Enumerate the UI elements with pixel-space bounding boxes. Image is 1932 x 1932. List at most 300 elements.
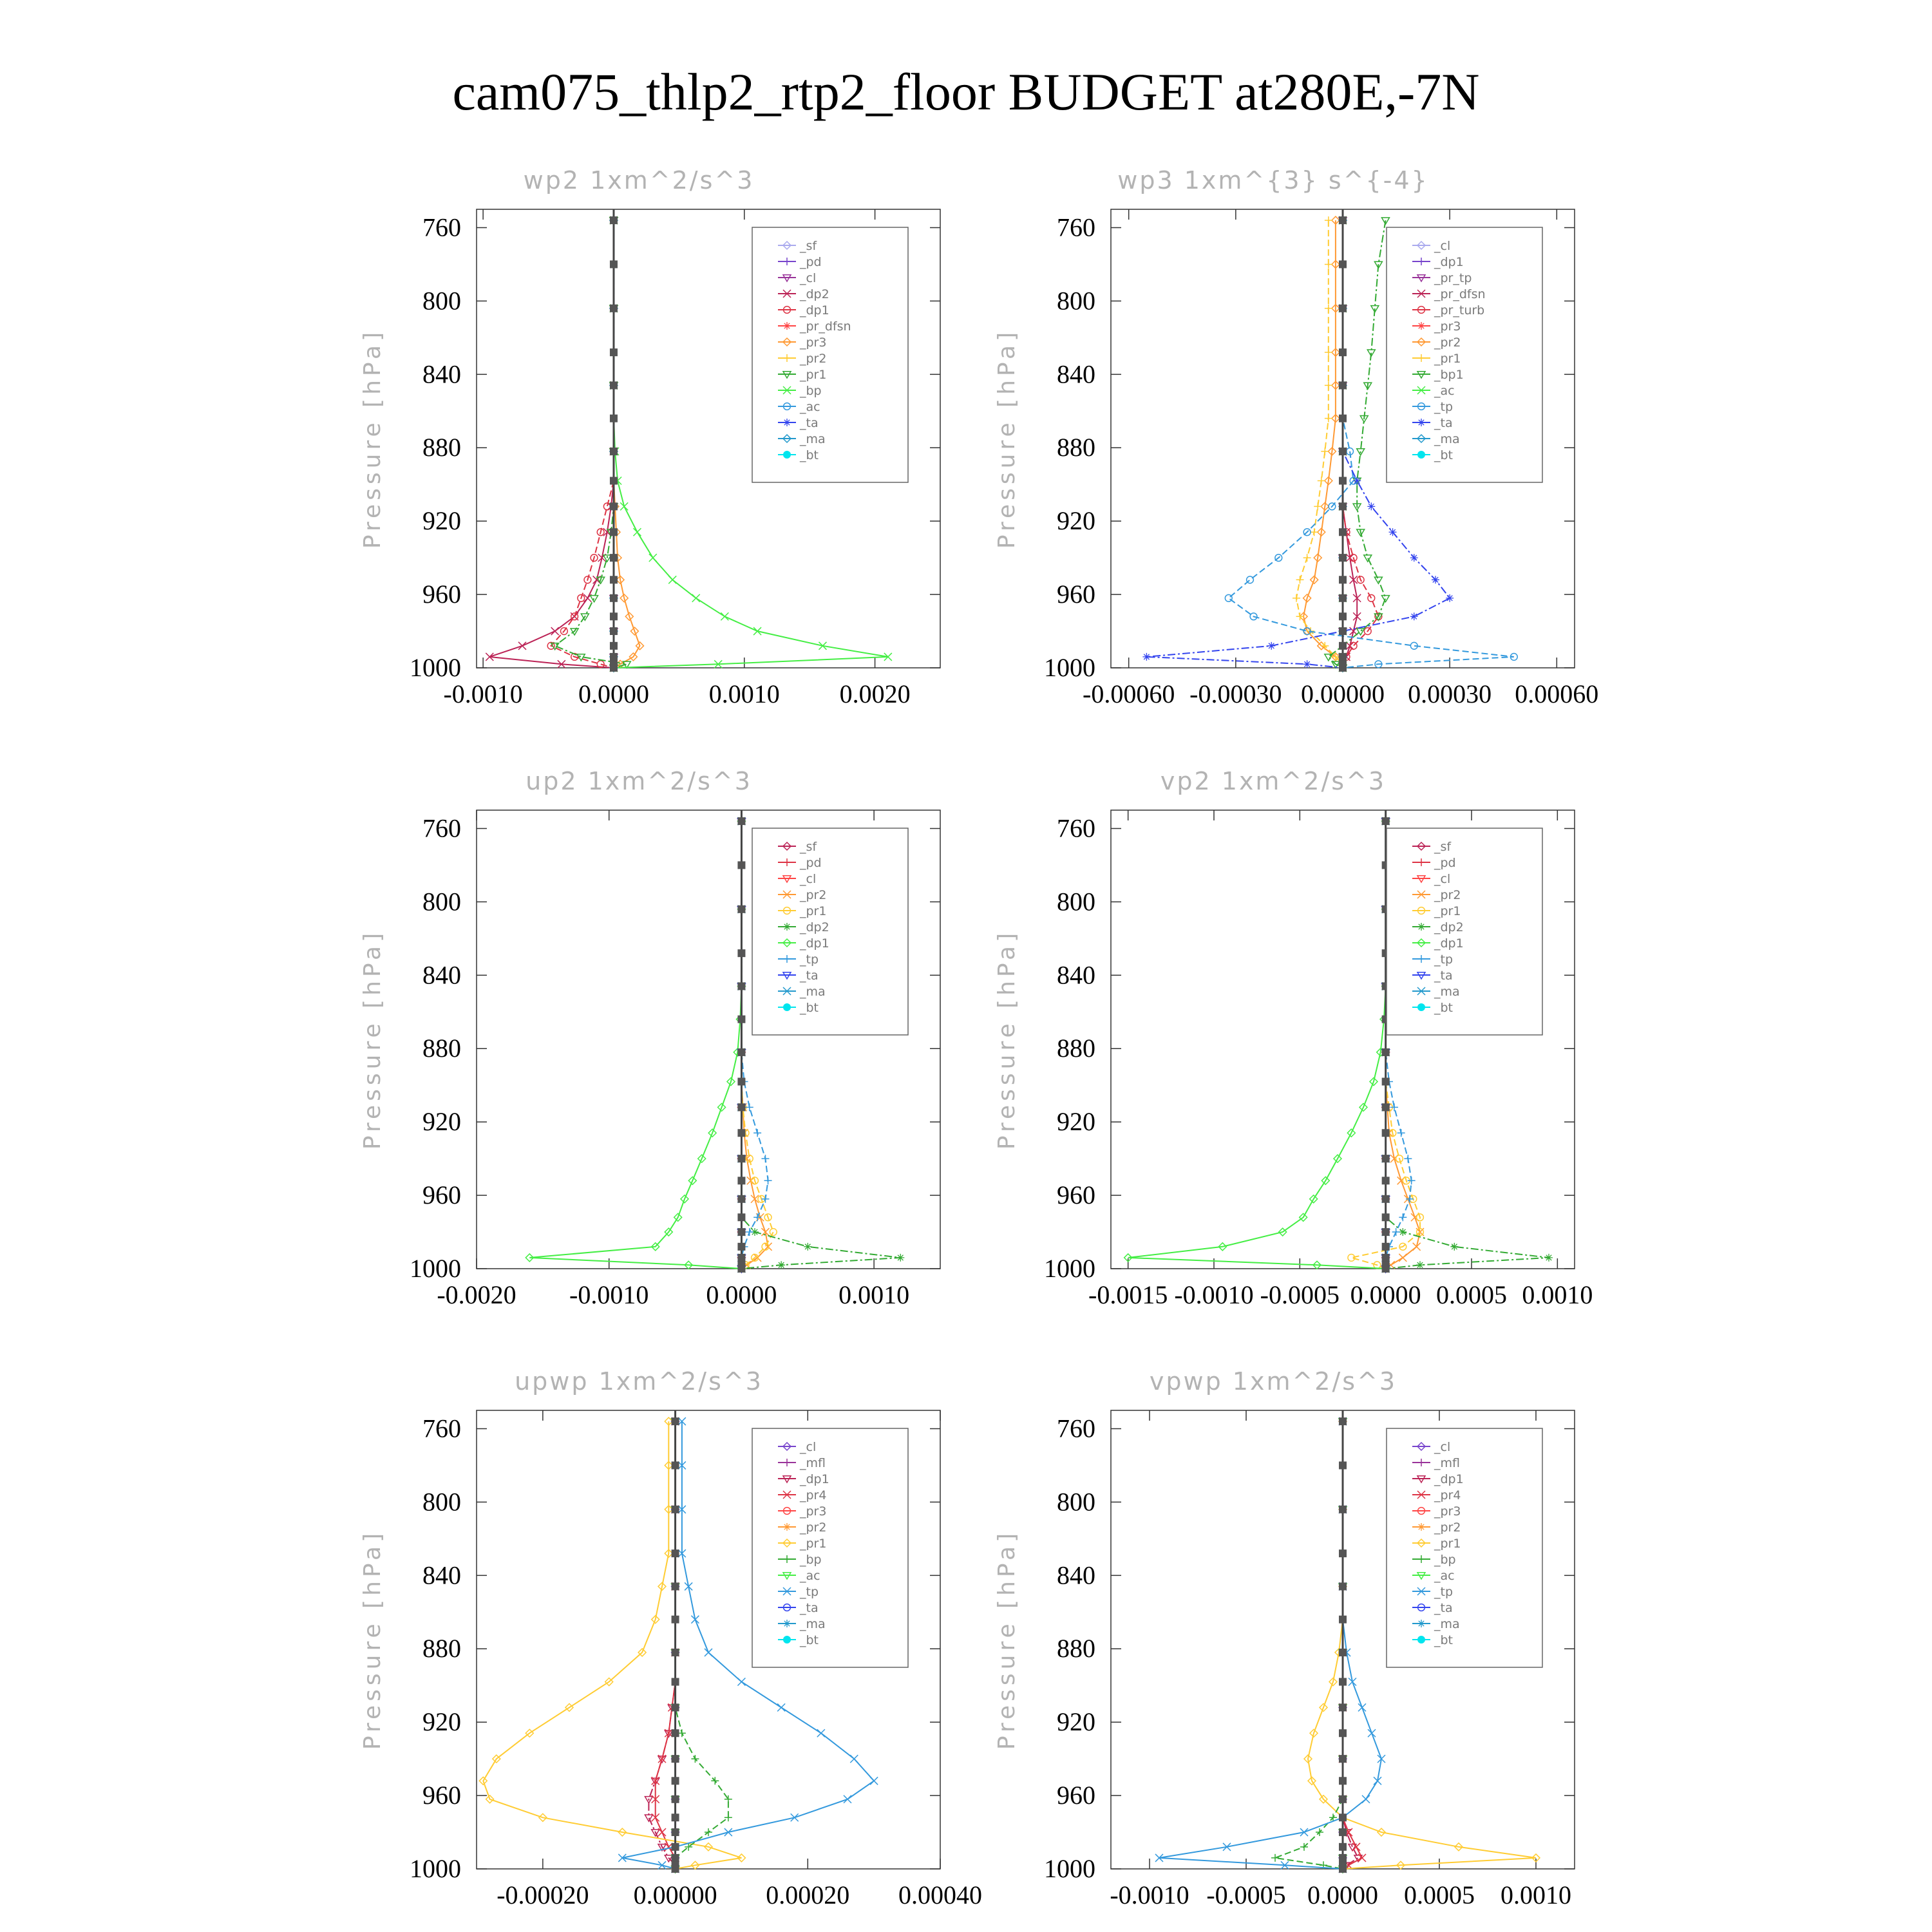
legend-label: _pr_tp xyxy=(1434,271,1472,285)
zero-profile-point xyxy=(1382,1265,1390,1273)
zero-profile-point xyxy=(610,664,618,672)
zero-profile-point xyxy=(737,982,745,990)
series-point-_bp xyxy=(692,594,700,602)
legend-marker-_dp2 xyxy=(1417,923,1425,931)
legend-label: _tp xyxy=(1434,952,1454,967)
zero-profile-point xyxy=(737,1016,745,1023)
series-point-_bp xyxy=(668,576,676,583)
panel-upwp xyxy=(359,1367,982,1909)
x-tick-label: 0.0010 xyxy=(1501,1880,1571,1909)
zero-profile-point xyxy=(1339,1506,1347,1513)
legend-label: _tp xyxy=(800,1585,819,1599)
y-tick-label: 920 xyxy=(1057,1107,1095,1137)
zero-profile-point xyxy=(672,1417,679,1425)
series-point-_tp xyxy=(1392,1228,1400,1236)
zero-profile-point xyxy=(1339,1417,1347,1425)
zero-profile-point xyxy=(610,260,618,268)
y-axis-label: Pressure [hPa] xyxy=(359,929,386,1150)
legend-label: _pr2 xyxy=(800,352,827,366)
legend-box xyxy=(1387,227,1542,482)
zero-profile-point xyxy=(1339,664,1347,672)
legend-marker-_ma xyxy=(1417,1620,1425,1627)
zero-profile-point xyxy=(1339,1865,1347,1873)
y-tick-label: 880 xyxy=(1057,433,1095,462)
x-tick-label: -0.00020 xyxy=(497,1880,589,1909)
zero-profile-point xyxy=(1339,381,1347,389)
zero-profile-point xyxy=(1382,817,1390,825)
zero-profile-point xyxy=(737,1213,745,1221)
panel-vp2 xyxy=(994,767,1593,1309)
panel-wp2 xyxy=(359,166,940,708)
series-point-_tp xyxy=(753,1129,761,1137)
y-tick-label: 760 xyxy=(1057,1414,1095,1443)
series-point-_bp1 xyxy=(1374,577,1382,583)
x-tick-label: -0.00060 xyxy=(1083,679,1175,708)
legend-label: _pr_turb xyxy=(1434,303,1485,317)
x-tick-label: 0.0005 xyxy=(1404,1880,1475,1909)
zero-profile-point xyxy=(1339,448,1347,455)
y-tick-label: 1000 xyxy=(410,1854,461,1883)
series-point-_tp xyxy=(753,1213,761,1221)
zero-profile-point xyxy=(1339,260,1347,268)
legend-label: _pr1 xyxy=(1434,904,1461,918)
legend-label: _dp1 xyxy=(1434,255,1464,269)
legend-label: _cl xyxy=(800,271,817,285)
series-point-_ta xyxy=(1353,477,1361,485)
legend-label: _bt xyxy=(1434,1633,1454,1647)
legend-label: _ac xyxy=(1434,1569,1455,1583)
zero-profile-point xyxy=(737,1103,745,1111)
zero-profile-point xyxy=(610,642,618,650)
series-point-_tp xyxy=(777,1703,785,1711)
x-tick-label: -0.0005 xyxy=(1206,1880,1286,1909)
series-line-_bp xyxy=(1275,1421,1343,1869)
y-tick-label: 880 xyxy=(1057,1034,1095,1063)
x-tick-label: -0.0020 xyxy=(437,1280,516,1309)
zero-profile-point xyxy=(1339,1703,1347,1711)
zero-profile-point xyxy=(1339,1755,1347,1763)
series-point-_dp2 xyxy=(896,1254,904,1262)
panel-title: wp2 1xm^2/s^3 xyxy=(523,166,755,194)
panel-title: up2 1xm^2/s^3 xyxy=(526,767,752,795)
zero-profile-point xyxy=(1339,1678,1347,1686)
series-point-_bp xyxy=(1271,1854,1279,1862)
zero-profile-point xyxy=(1339,502,1347,510)
legend-label: _pd xyxy=(800,856,822,870)
zero-profile-point xyxy=(672,1795,679,1803)
series-line-_dp1 xyxy=(529,821,741,1269)
series-point-_bp xyxy=(633,528,641,536)
series-point-_pr4 xyxy=(665,1843,672,1851)
legend-label: _bt xyxy=(800,1001,819,1015)
zero-profile-point xyxy=(610,576,618,583)
y-tick-label: 840 xyxy=(422,359,461,389)
zero-profile-point xyxy=(1339,1649,1347,1656)
series-line-_bp xyxy=(676,1421,728,1869)
legend-marker-_pr_dfsn xyxy=(783,322,791,330)
legend-marker-_bt xyxy=(783,1636,791,1643)
legend-label: _mfl xyxy=(800,1456,826,1470)
y-tick-label: 760 xyxy=(1057,213,1095,242)
y-tick-label: 960 xyxy=(1057,580,1095,609)
zero-profile-point xyxy=(672,1814,679,1821)
series-line-_pr3 xyxy=(614,220,640,668)
legend-label: _pr1 xyxy=(800,904,827,918)
legend-label: _bt xyxy=(1434,448,1454,462)
x-tick-label: 0.0000 xyxy=(578,679,649,708)
legend-label: _ma xyxy=(800,1617,826,1631)
series-point-_pr1 xyxy=(1311,528,1318,536)
x-tick-label: -0.0010 xyxy=(1174,1280,1254,1309)
legend-label: _pr2 xyxy=(1434,336,1461,350)
zero-profile-point xyxy=(610,415,618,422)
legend-label: _ac xyxy=(1434,384,1455,398)
page-title: cam075_thlp2_rtp2_floor BUDGET at280E,-7N xyxy=(452,62,1480,121)
zero-profile-point xyxy=(1382,1177,1390,1184)
legend-label: _cl xyxy=(800,1440,817,1454)
series-point-_tp xyxy=(761,1155,769,1162)
y-tick-label: 760 xyxy=(422,813,461,843)
zero-profile-point xyxy=(1339,594,1347,602)
zero-profile-point xyxy=(737,905,745,913)
zero-profile-point xyxy=(1382,1213,1390,1221)
zero-profile-point xyxy=(672,1582,679,1590)
legend-label: _ta xyxy=(1434,969,1453,983)
series-point-_dp2 xyxy=(551,627,559,635)
zero-profile-point xyxy=(1339,1616,1347,1624)
series-point-_tp xyxy=(737,1678,745,1686)
zero-profile-point xyxy=(1339,554,1347,562)
legend-label: _bp xyxy=(1434,1553,1456,1567)
legend-marker-_pr2 xyxy=(1417,1523,1425,1531)
zero-profile-point xyxy=(1382,1103,1390,1111)
series-line-_dp1 xyxy=(1128,821,1386,1269)
zero-profile-point xyxy=(737,817,745,825)
y-tick-label: 800 xyxy=(422,286,461,316)
series-point-_pr_turb xyxy=(1350,642,1357,649)
legend-box xyxy=(752,227,908,482)
series-point-_pr2 xyxy=(1399,1254,1406,1262)
series-point-_tp xyxy=(817,1729,825,1737)
legend-label: _ma xyxy=(1434,432,1460,446)
y-tick-label: 960 xyxy=(1057,1180,1095,1210)
y-tick-label: 1000 xyxy=(1044,653,1095,682)
series-point-_tp xyxy=(1358,1703,1366,1711)
legend-label: _bt xyxy=(800,448,819,462)
zero-profile-point xyxy=(1382,1048,1390,1056)
y-tick-label: 880 xyxy=(1057,1634,1095,1663)
zero-profile-point xyxy=(1382,1129,1390,1137)
series-point-_dp2 xyxy=(804,1243,811,1251)
legend-label: _pr3 xyxy=(800,1504,827,1519)
zero-profile-point xyxy=(610,381,618,389)
zero-profile-point xyxy=(1382,1078,1390,1086)
series-point-_dp2 xyxy=(1450,1243,1458,1251)
legend-label: _dp1 xyxy=(1434,1472,1464,1486)
legend-marker-_dp2 xyxy=(783,923,791,931)
x-tick-label: 0.00000 xyxy=(1301,679,1385,708)
series-point-_pr1 xyxy=(1296,576,1304,583)
y-tick-label: 960 xyxy=(422,580,461,609)
series-point-_bp xyxy=(691,1755,699,1763)
y-tick-label: 920 xyxy=(1057,506,1095,536)
x-tick-label: -0.0010 xyxy=(1110,1880,1189,1909)
zero-profile-point xyxy=(737,1129,745,1137)
zero-profile-point xyxy=(672,1616,679,1624)
zero-profile-point xyxy=(1339,612,1347,620)
legend-box xyxy=(752,1428,908,1667)
legend-label: _pd xyxy=(1434,856,1456,870)
zero-profile-point xyxy=(1339,1461,1347,1469)
zero-profile-point xyxy=(1339,576,1347,583)
zero-profile-point xyxy=(1339,1854,1347,1862)
series-point-_pr1 xyxy=(1318,477,1325,485)
series-line-_dp1 xyxy=(551,220,614,668)
x-tick-label: 0.0010 xyxy=(838,1280,910,1309)
y-tick-label: 1000 xyxy=(410,1254,461,1283)
x-tick-label: 0.0020 xyxy=(839,679,911,708)
series-point-_pr1 xyxy=(1321,448,1329,455)
zero-profile-point xyxy=(672,1729,679,1737)
legend-label: _ma xyxy=(1434,985,1460,999)
zero-profile-point xyxy=(672,1703,679,1711)
series-point-_dp2 xyxy=(1545,1254,1553,1262)
panel-wp3 xyxy=(994,166,1598,708)
y-tick-label: 800 xyxy=(1057,1487,1095,1517)
series-point-_dp2 xyxy=(1416,1261,1424,1269)
legend-marker-_bt xyxy=(1417,1003,1425,1011)
series-point-_tp xyxy=(1404,1155,1412,1162)
legend-label: _ta xyxy=(1434,416,1453,430)
legend-label: _ta xyxy=(1434,1601,1453,1615)
legend-label: _pr3 xyxy=(1434,1504,1461,1519)
x-tick-label: -0.0005 xyxy=(1260,1280,1340,1309)
series-point-_ta xyxy=(1410,612,1418,620)
legend-label: _bp xyxy=(800,384,822,398)
y-axis-label: Pressure [hPa] xyxy=(994,328,1020,549)
series-line-_pr2 xyxy=(1303,220,1343,668)
series-point-_bp1 xyxy=(1381,596,1389,602)
zero-profile-point xyxy=(1339,1549,1347,1557)
series-point-_ta xyxy=(1267,642,1275,650)
zero-profile-point xyxy=(737,1243,745,1251)
zero-profile-point xyxy=(1339,1729,1347,1737)
x-tick-label: 0.0000 xyxy=(1350,1280,1421,1309)
zero-profile-point xyxy=(1339,653,1347,661)
zero-profile-point xyxy=(737,1265,745,1273)
series-point-_tp xyxy=(764,1177,772,1184)
legend-label: _bp1 xyxy=(1434,368,1464,382)
legend-label: _ac xyxy=(800,400,820,414)
y-tick-label: 1000 xyxy=(1044,1254,1095,1283)
zero-profile-point xyxy=(1339,528,1347,536)
panel-title: wp3 1xm^{3} s^{-4} xyxy=(1117,166,1429,194)
legend-label: _cl xyxy=(800,872,817,886)
series-point-_bp xyxy=(649,554,657,562)
legend-marker-_ma xyxy=(783,1620,791,1627)
series-point-_ta xyxy=(1446,594,1454,602)
x-tick-label: 0.0010 xyxy=(708,679,780,708)
x-tick-label: 0.00000 xyxy=(633,1880,717,1909)
series-point-_ta xyxy=(1389,528,1397,536)
zero-profile-point xyxy=(672,1506,679,1513)
x-tick-label: 0.0000 xyxy=(706,1280,777,1309)
series-point-_tp xyxy=(850,1755,858,1763)
series-point-_pr1 xyxy=(1314,502,1321,510)
zero-profile-point xyxy=(672,1755,679,1763)
legend-label: _dp2 xyxy=(800,920,829,934)
legend-box xyxy=(1387,828,1542,1035)
y-tick-label: 760 xyxy=(1057,813,1095,843)
legend-label: _pr_dfsn xyxy=(1434,287,1486,301)
series-point-_pr1 xyxy=(1325,305,1332,312)
y-tick-label: 1000 xyxy=(410,653,461,682)
legend-label: _sf xyxy=(1434,840,1452,854)
legend-label: _pr2 xyxy=(800,1520,827,1535)
zero-profile-point xyxy=(610,528,618,536)
zero-profile-point xyxy=(1382,1228,1390,1236)
zero-profile-point xyxy=(672,1777,679,1785)
legend-label: _tp xyxy=(1434,1585,1454,1599)
legend-label: _tp xyxy=(800,952,819,967)
legend-label: _tp xyxy=(1434,400,1454,414)
legend-label: _ma xyxy=(800,432,826,446)
zero-profile-point xyxy=(672,1461,679,1469)
zero-profile-point xyxy=(1339,216,1347,224)
zero-profile-point xyxy=(610,612,618,620)
zero-profile-point xyxy=(672,1549,679,1557)
legend-label: _cl xyxy=(1434,239,1451,253)
y-axis-label: Pressure [hPa] xyxy=(994,1529,1020,1750)
legend-label: _sf xyxy=(800,840,817,854)
series-point-_tp xyxy=(1247,576,1254,583)
panel-title: upwp 1xm^2/s^3 xyxy=(515,1367,763,1396)
legend-label: _sf xyxy=(800,239,817,253)
zero-profile-point xyxy=(1339,477,1347,485)
series-point-_ta xyxy=(1410,554,1418,562)
legend-marker-_bt xyxy=(783,1003,791,1011)
x-tick-label: 0.0000 xyxy=(1307,1880,1378,1909)
zero-profile-point xyxy=(737,1048,745,1056)
series-point-_bp xyxy=(1316,1828,1323,1836)
series-point-_tp xyxy=(705,1649,712,1656)
zero-profile-point xyxy=(737,949,745,957)
legend-label: _pr_dfsn xyxy=(800,319,851,334)
y-tick-label: 760 xyxy=(422,1414,461,1443)
series-point-_pr1 xyxy=(770,1229,777,1236)
y-tick-label: 840 xyxy=(422,1560,461,1590)
zero-profile-point xyxy=(1339,642,1347,650)
zero-profile-point xyxy=(737,1254,745,1262)
series-point-_tp xyxy=(1362,1795,1370,1803)
legend-box xyxy=(1387,1428,1542,1667)
series-point-_ta xyxy=(1432,576,1439,583)
series-point-_pr1 xyxy=(1303,554,1311,562)
zero-profile-point xyxy=(1382,1155,1390,1162)
x-tick-label: 0.0010 xyxy=(1522,1280,1593,1309)
zero-profile-point xyxy=(737,1155,745,1162)
zero-profile-point xyxy=(1339,1843,1347,1851)
legend-label: _pr4 xyxy=(1434,1488,1461,1502)
legend-label: _mfl xyxy=(1434,1456,1460,1470)
series-point-_pr1 xyxy=(1325,415,1332,422)
legend-label: _bp xyxy=(800,1553,822,1567)
legend-label: _dp1 xyxy=(800,1472,829,1486)
y-tick-label: 960 xyxy=(422,1180,461,1210)
legend-label: _dp2 xyxy=(1434,920,1464,934)
zero-profile-point xyxy=(610,502,618,510)
zero-profile-point xyxy=(1382,1243,1390,1251)
legend-label: _ta xyxy=(800,969,819,983)
series-point-_pr1 xyxy=(1325,381,1332,389)
zero-profile-point xyxy=(1339,627,1347,635)
zero-profile-point xyxy=(610,594,618,602)
zero-profile-point xyxy=(672,1854,679,1862)
legend-label: _ta xyxy=(800,1601,819,1615)
zero-profile-point xyxy=(610,653,618,661)
series-point-_tp xyxy=(1225,594,1232,601)
series-line-_tp xyxy=(1159,1421,1381,1869)
zero-profile-point xyxy=(737,1078,745,1086)
y-tick-label: 1000 xyxy=(1044,1854,1095,1883)
legend-label: _pr1 xyxy=(1434,1537,1461,1551)
zero-profile-point xyxy=(610,477,618,485)
zero-profile-point xyxy=(610,348,618,356)
y-tick-label: 840 xyxy=(1057,1560,1095,1590)
y-tick-label: 920 xyxy=(422,1707,461,1737)
zero-profile-point xyxy=(1339,1777,1347,1785)
zero-profile-point xyxy=(610,448,618,455)
panel-up2 xyxy=(359,767,940,1309)
series-point-_tp xyxy=(844,1795,851,1803)
y-tick-label: 960 xyxy=(422,1781,461,1810)
y-tick-label: 760 xyxy=(422,213,461,242)
legend-label: _ma xyxy=(800,985,826,999)
zero-profile-point xyxy=(672,1678,679,1686)
legend-marker-_pr3 xyxy=(1417,322,1425,330)
zero-profile-point xyxy=(610,305,618,312)
series-point-_pr1 xyxy=(1325,348,1332,356)
legend-label: _pr2 xyxy=(1434,888,1461,902)
series-point-_tp xyxy=(1399,1213,1406,1221)
legend-label: _pr1 xyxy=(800,368,827,382)
zero-profile-point xyxy=(1382,1254,1390,1262)
zero-profile-point xyxy=(1339,1795,1347,1803)
series-line-_pr1 xyxy=(483,1421,741,1869)
legend-label: _ac xyxy=(800,1569,820,1583)
legend-marker-_bt xyxy=(783,451,791,459)
x-tick-label: -0.0010 xyxy=(443,679,523,708)
series-point-_tp xyxy=(746,1103,753,1111)
legend-marker-_pr2 xyxy=(783,1523,791,1531)
panel-vpwp xyxy=(994,1367,1575,1909)
series-point-_tp xyxy=(1368,1729,1376,1737)
series-point-_pr1 xyxy=(1325,260,1332,268)
series-point-_bp xyxy=(678,1729,686,1737)
series-point-_bp xyxy=(721,612,728,620)
zero-profile-point xyxy=(737,861,745,869)
series-point-_bp xyxy=(620,502,628,510)
y-tick-label: 840 xyxy=(1057,359,1095,389)
zero-profile-point xyxy=(1339,1814,1347,1821)
x-tick-label: -0.0015 xyxy=(1088,1280,1168,1309)
zero-profile-point xyxy=(737,1195,745,1203)
zero-profile-point xyxy=(737,1228,745,1236)
y-tick-label: 880 xyxy=(422,433,461,462)
legend-label: _dp2 xyxy=(800,287,829,301)
zero-profile-point xyxy=(1339,348,1347,356)
legend-label: _dp1 xyxy=(1434,936,1464,951)
